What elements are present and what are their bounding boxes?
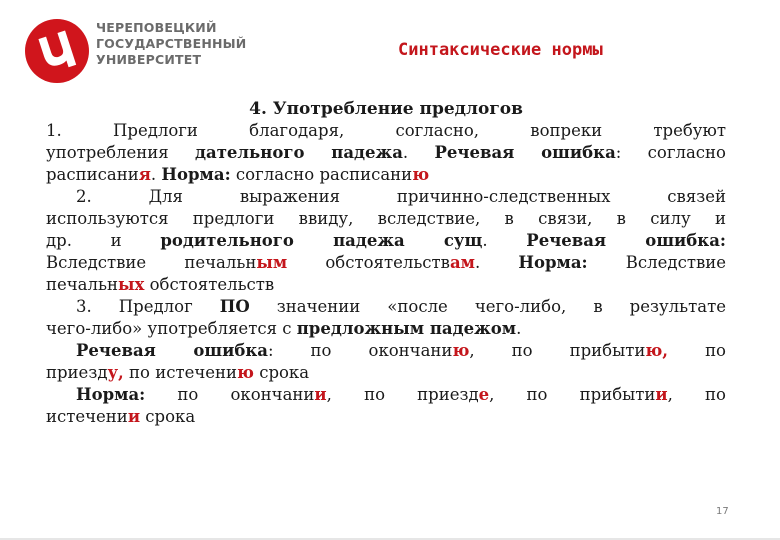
university-name — [96, 20, 246, 68]
slide-body — [46, 98, 726, 428]
page-number: 17 — [716, 506, 729, 517]
university-name-line: ГОСУДАРСТВЕННЫЙ — [96, 36, 247, 51]
text-line: истечении срока — [46, 407, 196, 426]
text-line: Вследствие печальным обстоятельствам. Норма: Вследствие — [46, 253, 727, 272]
text-line: 3. Предлог ПО значении «после чего-либо, в результате — [76, 297, 726, 316]
text-line: используются предлоги ввиду, вследствие, в связи, в силу и — [46, 209, 726, 228]
university-name-line: ЧЕРЕПОВЕЦКИЙ — [96, 20, 217, 35]
text-line: Норма: по окончании, по приезде, по прибытии, по — [76, 385, 726, 404]
text-line: расписания. Норма: согласно расписанию — [46, 165, 430, 184]
text-line: приезду, по истечению срока — [46, 363, 310, 382]
text-line: Речевая ошибка: по окончанию, по прибытию, по — [76, 341, 726, 360]
section-heading: 4. Употребление предлогов — [249, 99, 523, 119]
text-line: 2. Для выражения причинно-следственных связей — [76, 187, 726, 206]
text-line: чего-либо» употребляется с предложным падежом. — [46, 319, 522, 338]
university-name-line: УНИВЕРСИТЕТ — [96, 52, 202, 67]
university-logo-icon — [24, 18, 90, 84]
slide-title: Синтаксические нормы — [398, 40, 603, 60]
text-line: др. и родительного падежа сущ. Речевая ошибка: — [46, 231, 726, 250]
text-line: употребления дательного падежа. Речевая ошибка: согласно — [46, 143, 726, 162]
text-line: 1. Предлоги благодаря, согласно, вопреки требуют — [46, 121, 726, 140]
text-line: печальных обстоятельств — [46, 275, 275, 294]
